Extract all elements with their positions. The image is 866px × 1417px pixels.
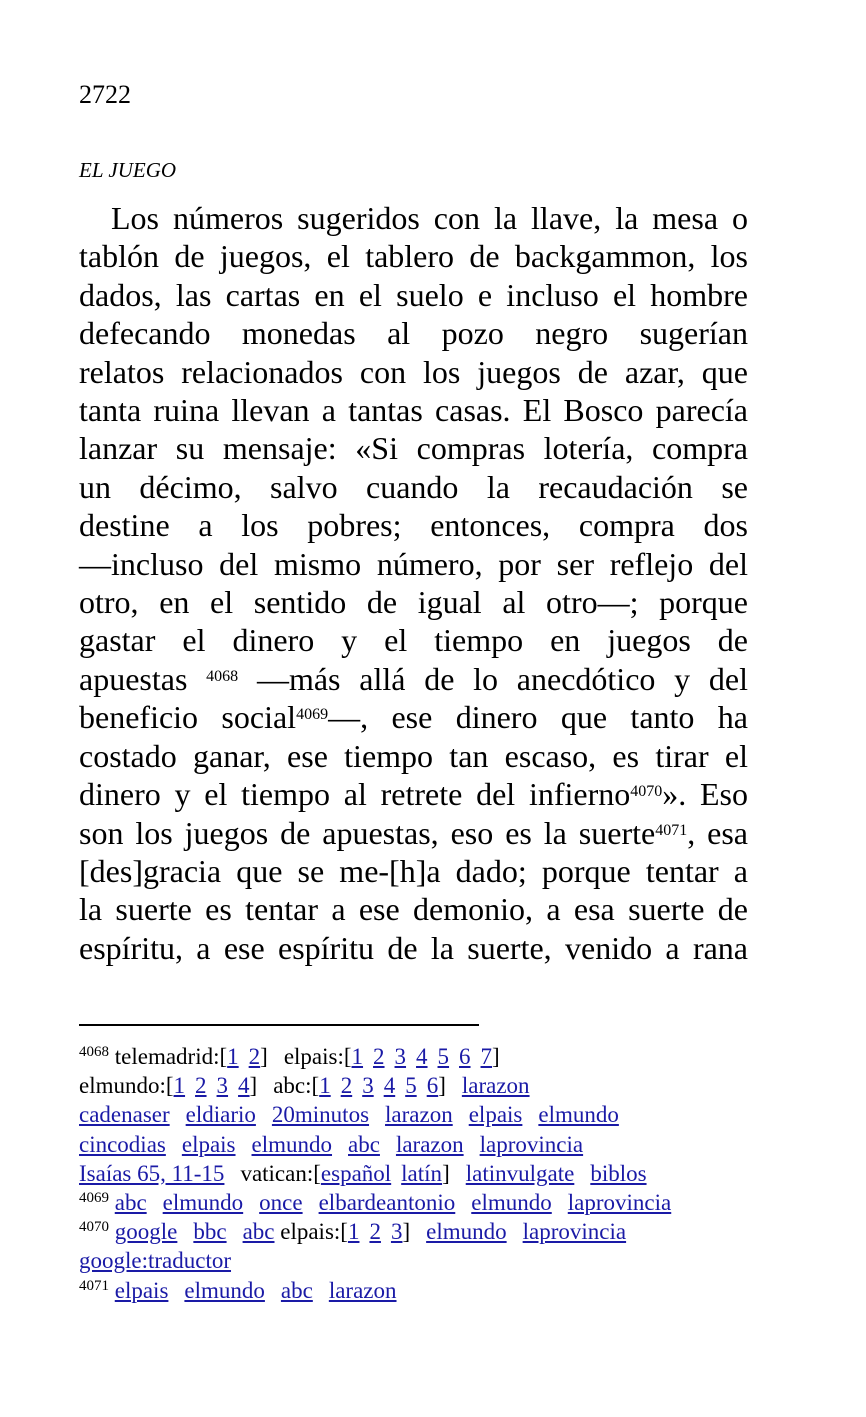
footnote-number: 4071 [79, 1277, 109, 1294]
bible-link[interactable]: Isaías 65, 11-15 [79, 1160, 225, 1186]
source-link[interactable]: 4 [383, 1073, 396, 1099]
source-link[interactable]: eldiario [185, 1102, 256, 1128]
footnote-number: 4069 [79, 1190, 109, 1207]
source-link[interactable]: laprovincia [479, 1131, 584, 1157]
body-line: otro, en el sentido de igual al otro—; porque [79, 584, 748, 621]
footnote-4068-cont [79, 1130, 779, 1159]
source-link[interactable]: español [320, 1160, 392, 1186]
footnote-number: 4070 [79, 1219, 109, 1236]
body-line: tablón de juegos, el tablero de backgammon, los [79, 238, 748, 275]
translator-link[interactable]: google:traductor [79, 1248, 232, 1274]
footnote-4070 [79, 1217, 779, 1246]
body-text-segment: apuestas [79, 660, 188, 697]
footnote-4071 [79, 1276, 779, 1305]
source-link[interactable]: elpais [114, 1277, 169, 1303]
source-link[interactable]: 2 [248, 1044, 261, 1069]
source-link[interactable]: 5 [437, 1044, 450, 1069]
body-line: espíritu, a ese espíritu de la suerte, venido a rana [79, 929, 748, 966]
source-link[interactable]: 2 [195, 1073, 207, 1099]
source-link[interactable]: elmundo [471, 1190, 552, 1216]
source-link[interactable]: larazon [385, 1102, 453, 1128]
source-link[interactable]: elmundo [426, 1219, 507, 1245]
footnote-4070-cont [79, 1246, 779, 1275]
source-link[interactable]: 2 [369, 1219, 381, 1245]
body-line [79, 814, 748, 852]
footnote-4068-cont [79, 1100, 779, 1129]
source-link[interactable]: 1 [351, 1044, 364, 1069]
body-text-segment: son los juegos de apuestas, eso es la suerte [79, 814, 656, 851]
source-link[interactable]: 1 [173, 1073, 186, 1099]
body-line [79, 775, 748, 813]
body-line: relatos relacionados con los juegos de azar, que [79, 353, 748, 390]
page-number: 2722 [79, 80, 131, 109]
source-link[interactable]: 6 [459, 1044, 471, 1069]
source-link[interactable]: elmundo [538, 1102, 619, 1128]
body-line [79, 698, 748, 736]
source-link[interactable]: 5 [405, 1073, 417, 1099]
body-line: un décimo, salvo cuando la recaudación se [79, 468, 748, 505]
source-link[interactable]: cincodias [79, 1131, 166, 1157]
body-text-segment: dinero y el tiempo al retrete del infierno [79, 776, 631, 813]
body-line: costado ganar, ese tiempo tan escaso, es tirar el [79, 737, 748, 774]
source-link[interactable]: once [259, 1190, 303, 1216]
bracket: ] [442, 1160, 450, 1186]
source-link[interactable]: elmundo [251, 1131, 333, 1157]
source-label: elpais:[ [280, 1219, 348, 1245]
source-link[interactable]: 1 [319, 1073, 331, 1099]
source-link[interactable]: abc [242, 1219, 275, 1245]
source-link[interactable]: elmundo [184, 1277, 265, 1303]
source-link[interactable]: 3 [390, 1219, 403, 1245]
footnote-4068-cont [79, 1159, 779, 1188]
body-line: defecando monedas al pozo negro sugerían [79, 315, 748, 352]
body-line: destine a los pobres; entonces, compra dos [79, 507, 748, 544]
source-link[interactable]: google [114, 1219, 178, 1245]
source-link[interactable]: latinvulgate [465, 1160, 575, 1186]
source-link[interactable]: laprovincia [522, 1219, 627, 1245]
source-link[interactable]: elpais [468, 1102, 523, 1128]
source-link[interactable]: elpais [181, 1131, 236, 1157]
source-label: abc:[ [273, 1073, 320, 1099]
footnote-ref-4070[interactable]: 4070 [630, 783, 663, 801]
body-text-segment: ». Eso [662, 776, 749, 813]
footnote-ref-4071[interactable]: 4071 [655, 821, 688, 839]
source-link[interactable]: 3 [394, 1044, 407, 1069]
source-link[interactable]: elbardeantonio [318, 1190, 456, 1216]
source-link[interactable]: 2 [373, 1044, 385, 1069]
body-line: lanzar su mensaje: «Si compras lotería, compra [79, 430, 748, 467]
bracket: ] [260, 1044, 268, 1069]
bracket: ] [438, 1073, 446, 1099]
body-text-segment: —más allá de lo anecdótico y del [256, 660, 749, 697]
source-label: telemadrid:[ [114, 1044, 228, 1069]
footnotes [79, 1042, 779, 1305]
bracket: ] [249, 1073, 258, 1099]
source-link[interactable]: laprovincia [567, 1190, 672, 1216]
body-text-segment: beneficio social [79, 699, 297, 736]
source-link[interactable]: 3 [362, 1073, 374, 1099]
source-label: vatican:[ [240, 1160, 321, 1186]
source-link[interactable]: 4 [416, 1044, 428, 1069]
source-link[interactable]: larazon [461, 1073, 530, 1099]
source-link[interactable]: abc [114, 1190, 147, 1216]
body-line: [des]gracia que se me-[h]a dado; porque tentar a [79, 852, 748, 889]
body-line: gastar el dinero y el tiempo en juegos de [79, 622, 748, 659]
source-link[interactable]: 6 [426, 1073, 439, 1099]
source-link[interactable]: bbc [193, 1219, 227, 1245]
source-link[interactable]: 7 [480, 1044, 493, 1069]
footnote-4068-cont [79, 1071, 779, 1100]
source-link[interactable]: 20minutos [271, 1102, 370, 1128]
body-line: Los números sugeridos con la llave, la mesa o [111, 200, 748, 236]
source-link[interactable]: latín [401, 1160, 443, 1186]
source-link[interactable]: biblos [590, 1160, 647, 1186]
body-line: dados, las cartas en el suelo e incluso el hombre [79, 276, 748, 313]
section-title: EL JUEGO [79, 158, 177, 182]
source-link[interactable]: cadenaser [79, 1102, 170, 1128]
footnote-4069 [79, 1188, 779, 1217]
source-label: elpais:[ [283, 1044, 352, 1069]
body-text [79, 199, 748, 967]
body-line [79, 660, 748, 698]
footnote-4068 [79, 1042, 779, 1071]
footnote-ref-4069[interactable]: 4069 [296, 706, 329, 724]
source-link[interactable]: 3 [216, 1073, 229, 1099]
body-text-segment: —, ese dinero que tanto ha [328, 699, 749, 736]
bracket: ] [492, 1044, 500, 1069]
footnote-divider [79, 1024, 479, 1026]
source-label: elmundo:[ [79, 1073, 174, 1099]
body-line: la suerte es tentar a ese demonio, a esa suerte de [79, 891, 748, 928]
source-link[interactable]: 1 [227, 1044, 239, 1069]
footnote-ref-4068[interactable]: 4068 [206, 667, 239, 685]
bracket: ] [402, 1219, 411, 1245]
source-link[interactable]: larazon [328, 1277, 397, 1303]
body-text-segment: , esa [687, 814, 749, 851]
source-link[interactable]: 1 [347, 1219, 360, 1245]
body-line: tanta ruina llevan a tantas casas. El Bosco parecía [79, 392, 748, 429]
body-line: —incluso del mismo número, por ser reflejo del [79, 545, 748, 582]
source-link[interactable]: larazon [395, 1131, 464, 1157]
source-link[interactable]: 2 [340, 1073, 353, 1099]
source-link[interactable]: elmundo [162, 1190, 244, 1216]
source-link[interactable]: 4 [238, 1073, 250, 1099]
source-link[interactable]: abc [280, 1277, 313, 1303]
footnote-number: 4068 [79, 1044, 109, 1060]
source-link[interactable]: abc [348, 1131, 380, 1157]
